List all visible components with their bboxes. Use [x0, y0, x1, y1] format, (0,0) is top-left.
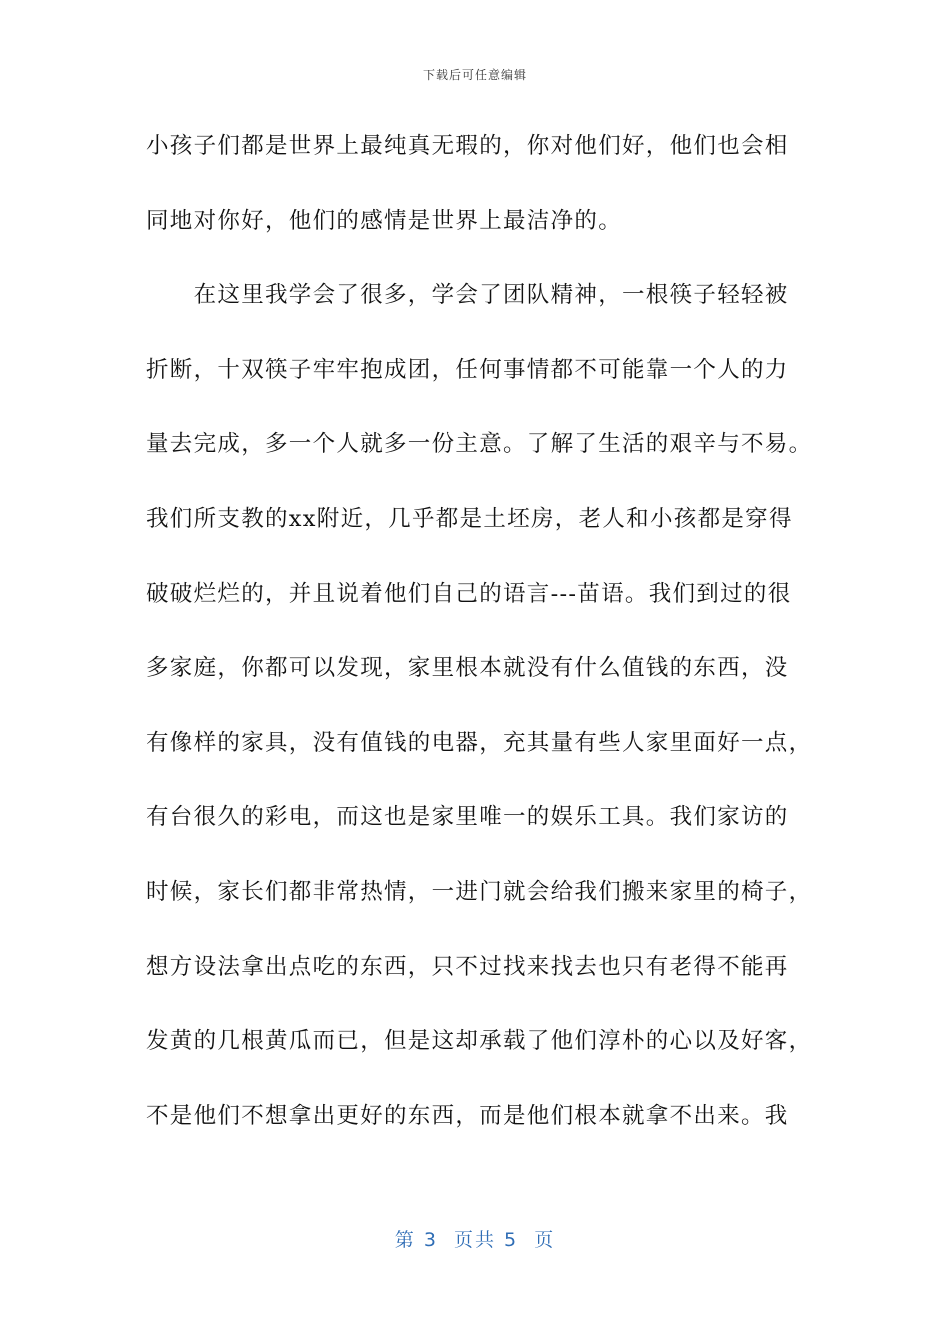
text-line: 有像样的家具，没有值钱的电器，充其量有些人家里面好一点，: [146, 729, 813, 756]
text-line: 有台很久的彩电，而这也是家里唯一的娱乐工具。我们家访的: [146, 804, 789, 831]
text-line: 折断，十双筷子牢牢抱成团，任何事情都不可能靠一个人的力: [146, 356, 789, 383]
page-number: 第 3 页共 5 页: [394, 1229, 556, 1251]
text-line: 同地对你好，他们的感情是世界上最洁净的。: [146, 207, 623, 234]
text-line: 破破烂烂的，并且说着他们自己的语言---苗语。我们到过的很: [146, 580, 792, 607]
text-line: 小孩子们都是世界上最纯真无瑕的，你对他们好，他们也会相: [146, 133, 789, 159]
text-line: 多家庭，你都可以发现，家里根本就没有什么值钱的东西，没: [146, 655, 789, 682]
text-line: 我们所支教的xx附近，几乎都是土坯房，老人和小孩都是穿得: [146, 505, 793, 532]
header-note: 下载后可任意编辑: [422, 68, 527, 82]
text-line: 不是他们不想拿出更好的东西，而是他们根本就拿不出来。我: [146, 1102, 789, 1129]
text-line: 时候，家长们都非常热情，一进门就会给我们搬来家里的椅子，: [146, 878, 813, 905]
text-line: 发黄的几根黄瓜而已，但是这却承载了他们淳朴的心以及好客，: [146, 1028, 813, 1055]
text-line: 在这里我学会了很多，学会了团队精神，一根筷子轻轻被: [146, 282, 789, 309]
text-line: 想方设法拿出点吃的东西，只不过找来找去也只有老得不能再: [146, 953, 789, 980]
document-body: [146, 126, 816, 1170]
text-line: 量去完成，多一个人就多一份主意。了解了生活的艰辛与不易。: [146, 431, 813, 458]
